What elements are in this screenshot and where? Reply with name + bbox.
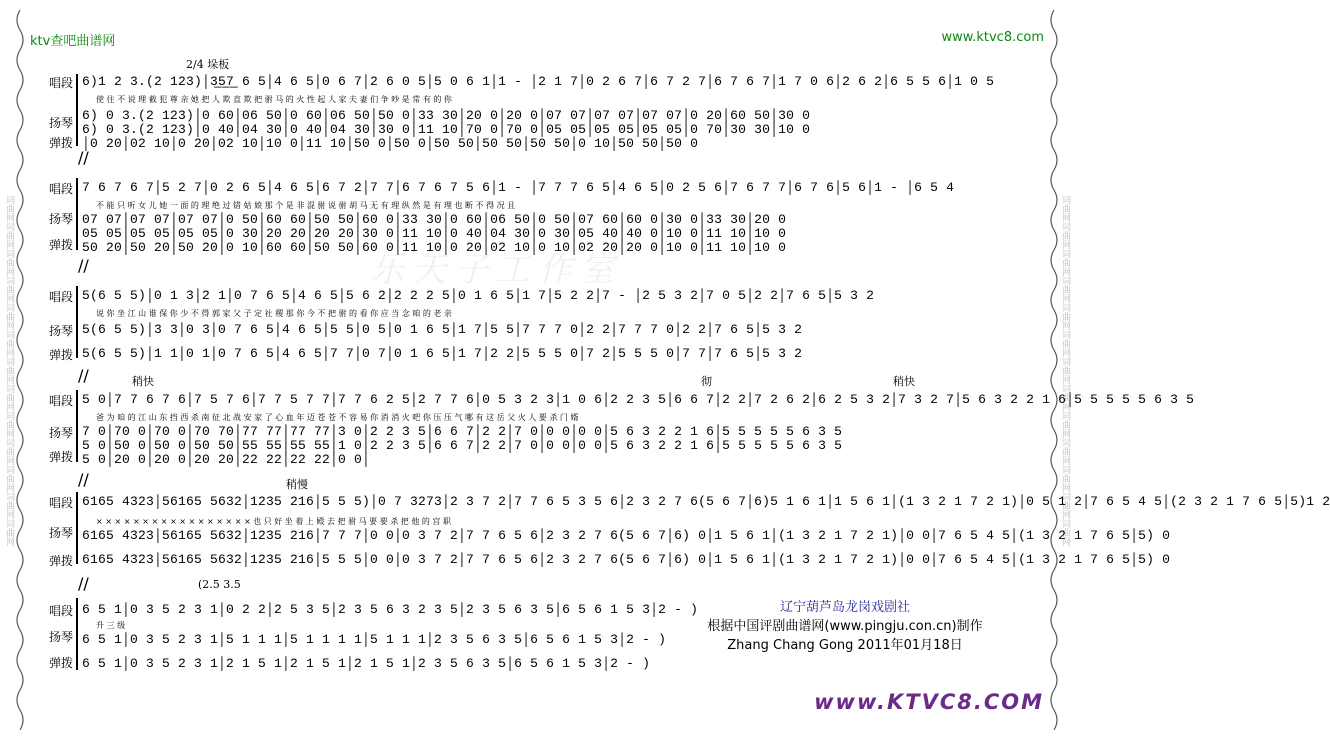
part-label-pipa: 弹拨 [49, 554, 74, 568]
accompaniment-line: 50 20│50 20│50 20│0 10│60 60│50 50│60 0│11 10│0 20│02 10│0 10│02 20│20 0│10 0│11 10│10 0 [82, 240, 787, 255]
credit-maker: 根据中国评剧曲谱网(www.pingju.con.cn)制作 [707, 619, 983, 634]
system-brace [76, 492, 78, 564]
side-watermark-left: 词曲网词曲网词曲网词曲网词曲网词曲网词曲网词曲网词曲网词曲网词曲网词曲网词曲网 [4, 194, 14, 546]
side-watermark-right: 词曲网词曲网词曲网词曲网词曲网词曲网词曲网词曲网词曲网词曲网词曲网词曲网词曲网 [1060, 194, 1070, 546]
part-label-sing: 唱段 [49, 604, 74, 618]
system-separator: // [78, 470, 89, 489]
part-label-pipa: 弹拨 [49, 450, 74, 464]
pipa-line: 6165 4323│56165 5632│1235 216│5 5 5│0 0│0 3 7 2│7 7 6 5 6│2 3 2 7 6(5 6 7│6) 0│1 5 6 1│(1 3 2 1 7 2 1)│0 0│7 6 5 4 5│(1 3 2 1 7 6 5│5) 0 [82, 552, 1171, 567]
pipa-line: 6 5 1│0 3 5 2 3 1│2 1 5 1│2 1 5 1│2 1 5 1│2 3 5 6 3 5│6 5 6 1 5 3│2 - ) [82, 656, 651, 671]
site-watermark-right: www.ktvc8.com [941, 30, 1044, 45]
part-label-sing: 唱段 [49, 290, 74, 304]
part-label-pipa: 弹拨 [49, 238, 74, 252]
part-label-erhu: 扬琴 [49, 526, 74, 540]
system-separator: // [78, 256, 89, 275]
system-brace [76, 390, 78, 462]
pipa-line: 05 05│05 05│05 05│0 30│20 20│20 20│30 0│11 10│0 40│04 30│0 30│05 40│40 0│10 0│11 10│10 0 [82, 226, 787, 241]
studio-watermark: 乐天子工作室 [370, 250, 622, 290]
system-brace [76, 286, 78, 358]
erhu-line: 5(6 5 5)│3 3│0 3│0 7 6 5│4 6 5│5 5│0 5│0 1 6 5│1 7│5 5│7 7 7 0│2 2│7 7 7 0│2 2│7 6 5│5 3 2 [82, 322, 803, 337]
lyric-line: 升 三 级 [96, 621, 126, 630]
sing-line: 7 6 7 6 7│5 2 7│0 2 6 5│4 6 5│6 7 2│7 7│6 7 6 7 5 6│1 - │7 7 7 6 5│4 6 5│0 2 5 6│7 6 7 7│6 7 6│5 6│1 - │6 5 4 [82, 180, 955, 195]
erhu-line: 7 0│70 0│70 0│70 70│77 77│77 77│3 0│2 2 3 5│6 6 7│2 2│7 0│0 0│0 0│5 6 3 2 2 1 6│5 5 5 5 5 6 3 5 [82, 424, 843, 439]
erhu-line: 6165 4323│56165 5632│1235 216│7 7 7│0 0│0 3 7 2│7 7 6 5 6│2 3 2 7 6(5 6 7│6) 0│1 5 6 1│(1 3 2 1 7 2 1)│0 0│7 6 5 4 5│(1 3 2 1 7 6 5│5) 0 [82, 528, 1171, 543]
part-label-pipa: 弹拨 [49, 656, 74, 670]
tempo-mark-paren: (2.5 3.5 [198, 578, 241, 591]
system-brace [76, 74, 78, 146]
lyric-line: 不 能 只 听 女 儿 她 一 面 的 理 绝 过 错 姑 娘 那 个 是 非 混 驸 说 驸 胡 马 无 有 理 纵 然 是 有 理 也 断 不 得 况 且 [96, 201, 516, 210]
credit-ensemble: 辽宁葫芦岛龙岗戏剧社 [779, 600, 910, 615]
accompaniment-line: 5 0│20 0│20 0│20 20│22 22│22 22│0 0│ [82, 452, 371, 467]
erhu-line: 6) 0 3.(2 123)│0 60│06 50│0 60│06 50│50 0│33 30│20 0│20 0│07 07│07 07│07 07│0 20│60 50│30 0 [82, 108, 811, 123]
part-label-erhu: 扬琴 [49, 116, 74, 130]
lyric-line: 说 你 坐 江 山 谁 保 你 少 不 得 郭 家 父 子 定 社 稷 那 你 今 不 把 驸 的 看 你 应 当 念 咱 的 老 亲 [96, 309, 452, 318]
credit-author-date: Zhang Chang Gong 2011年01月18日 [727, 638, 963, 653]
wavy-border-left [14, 10, 26, 730]
site-watermark-left: ktv查吧曲谱网 [30, 34, 116, 49]
lyric-line: 爸 为 咱 的 江 山 东 挡 西 杀 南 征 北 战 安 家 了 心 血 年 迈 苍 苍 不 容 易 你 消 消 火 吧 你 压 压 气 哪 有 这 岳 父 火 人 要 杀 门 婿 [96, 413, 579, 422]
part-label-erhu: 扬琴 [49, 212, 74, 226]
system-brace [76, 598, 78, 670]
part-label-pipa: 弹拨 [49, 136, 74, 150]
meter-mark: 2/4 垛板 [186, 58, 230, 71]
system-brace [76, 178, 78, 250]
system-separator: // [78, 574, 89, 593]
sing-line: 5(6 5 5)│0 1 3│2 1│0 7 6 5│4 6 5│5 6 2│2 2 2 5│0 1 6 5│1 7│5 2 2│7 - │2 5 3 2│7 0 5│2 2│7 6 5│5 3 2 [82, 288, 875, 303]
credits-block [700, 598, 990, 655]
ktvc8-logo: www.KTVC8.COM [814, 690, 1044, 714]
system-separator: // [78, 148, 89, 167]
sing-line: 6)1 2 3.(2 123)│3̲5̲7̲ 6 5│4 6 5│0 6 7│2 6 0 5│5 0 6 1│1 - │2 1 7│0 2 6 7│6 7 2 7│6 7 6 7│1 7 0 6│2 6 2│6 5 5 6│1 0 5 [82, 74, 995, 89]
tempo-mark-shaokuai-2: 稍快 [893, 375, 915, 388]
erhu-line: 07 07│07 07│07 07│0 50│60 60│50 50│60 0│33 30│0 60│06 50│0 50│07 60│60 0│30 0│33 30│20 0 [82, 212, 787, 227]
pipa-line: 5 0│50 0│50 0│50 50│55 55│55 55│1 0│2 2 3 5│6 6 7│2 2│7 0│0 0│0 0│5 6 3 2 2 1 6│5 5 5 5 5 6 3 5 [82, 438, 843, 453]
pipa-line: 6) 0 3.(2 123)│0 40│04 30│0 40│04 30│30 0│11 10│70 0│70 0│05 05│05 05│05 05│0 70│30 30│10 0 [82, 122, 811, 137]
pipa-line: 5(6 5 5)│1 1│0 1│0 7 6 5│4 6 5│7 7│0 7│0 1 6 5│1 7│2 2│5 5 5 0│7 2│5 5 5 0│7 7│7 6 5│5 3 2 [82, 346, 803, 361]
part-label-erhu: 扬琴 [49, 324, 74, 338]
lyric-line: × × × × × × × × × × × × × × × × × 也 只 好 坐 着 上 殿 去 把 驸 马 要 要 杀 把 他 的 宫 职 [96, 517, 451, 526]
lyric-line: 使 住 不 说 理 截 犯 尊 亲 她 把 人 欺 直 欺 把 驸 马 的 火 性 起 人 家 夫 妻 们 争 吵 是 常 有 的 你 [96, 95, 452, 104]
sing-line: 6 5 1│0 3 5 2 3 1│0 2 2│2 5 3 5│2 3 5 6 3 2 3 5│2 3 5 6 3 5│6 5 6 1 5 3│2 - ) [82, 602, 699, 617]
part-label-sing: 唱段 [49, 496, 74, 510]
wavy-border-right [1048, 10, 1060, 730]
part-label-sing: 唱段 [49, 394, 74, 408]
part-label-sing: 唱段 [49, 182, 74, 196]
system-separator: // [78, 366, 89, 385]
part-label-pipa: 弹拨 [49, 348, 74, 362]
tempo-mark-shaoman: 稍慢 [286, 478, 308, 491]
part-label-sing: 唱段 [49, 76, 74, 90]
sing-line: 5 0│7 7 6 7 6│7 5 7 6│7 7 5 7 7│7 7 6 2 5│2 7 7 6│0 5 3 2 3│1 0 6│2 2 3 5│6 6 7│2 2│7 2 6 2│6 2 5 3 2│7 3 2 7│5 6 3 2 2 1 6│5 5 5 5 5 6 3 5 [82, 392, 1195, 407]
part-label-erhu: 扬琴 [49, 630, 74, 644]
part-label-erhu: 扬琴 [49, 426, 74, 440]
sing-line: 6165 4323│56165 5632│1235 216│5 5 5)│0 7 3273│2 3 7 2│7 7 6 5 3 5 6│2 3 2 7 6(5 6 7│6)5 1 6 1│1 5 6 1│(1 3 2 1 7 2 1)│0 5 1 2│7 6 5 4 5│(2 3 2 1 7 6 5│5)1 2 [82, 494, 1330, 509]
erhu-line: 6 5 1│0 3 5 2 3 1│5 1 1 1│5 1 1 1 1│5 1 1 1│2 3 5 6 3 5│6 5 6 1 5 3│2 - ) [82, 632, 667, 647]
accompaniment-line: │0 20│02 10│0 20│02 10│10 0│11 10│50 0│50 0│50 50│50 50│50 50│0 10│50 50│50 0 [82, 136, 699, 151]
tempo-mark-che: 彻 [701, 375, 712, 388]
tempo-mark-shaokuai: 稍快 [132, 375, 154, 388]
